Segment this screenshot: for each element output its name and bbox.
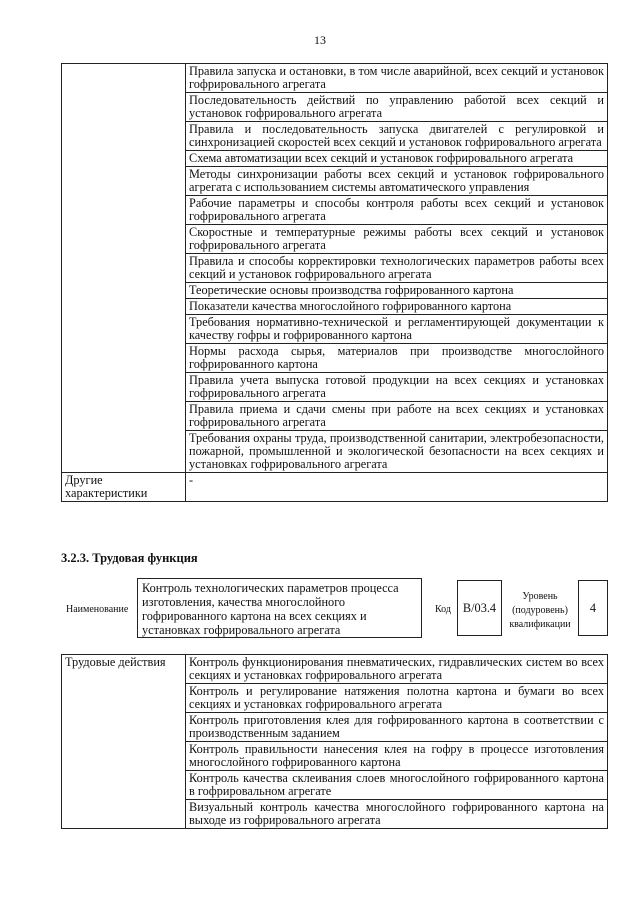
section-heading: 3.2.3. Трудовая функция [61, 551, 198, 565]
table-cell: Визуальный контроль качества многослойного гофрированного картона на выходе из гофрировального агрегата [186, 800, 608, 829]
row-group-label [62, 64, 186, 473]
table-cell: Контроль приготовления клея для гофрированного картона в соответствии с производственным заданием [186, 713, 608, 742]
labor-actions-table [61, 654, 608, 829]
table-cell: Схема автоматизации всех секций и установок гофрировального агрегата [186, 151, 608, 167]
table-cell: Контроль правильности нанесения клея на гофру в процессе изготовления многослойного гофрированного картона [186, 742, 608, 771]
table-row [62, 64, 608, 93]
other-characteristics-value: - [186, 473, 608, 502]
table-cell: Последовательность действий по управлению работой всех секций и установок гофрировального агрегата [186, 93, 608, 122]
row-group-label: Трудовые действия [62, 655, 186, 829]
code-label: Код [435, 604, 451, 615]
table-row [62, 473, 608, 502]
table-cell: Правила приема и сдачи смены при работе на всех секциях и установках гофрировального агрегата [186, 402, 608, 431]
code-box: B/03.4 [457, 580, 502, 636]
function-name-box: Контроль технологических параметров процесса изготовления, качества многослойного гофрированного картона на всех секциях и установках гофрировального агрегата [137, 578, 422, 638]
table-cell: Нормы расхода сырья, материалов при производстве многослойного гофрированного картона [186, 344, 608, 373]
qualification-level-label: Уровень (подуровень) квалификации [509, 591, 571, 630]
name-label: Наименование [66, 604, 129, 615]
table-cell: Правила и последовательность запуска двигателей с регулировкой и синхронизацией скоростей всех секций и установок гофрировального агрегата [186, 122, 608, 151]
table-cell: Правила и способы корректировки технологических параметров работы всех секций и установок гофрировального агрегата [186, 254, 608, 283]
table-cell: Правила запуска и остановки, в том числе аварийной, всех секций и установок гофрировального агрегата [186, 64, 608, 93]
table-cell: Требования охраны труда, производственной санитарии, электробезопасности, пожарной, промышленной и экологической безопасности на всех секциях и установках гофрировального агрегата [186, 431, 608, 473]
table-cell: Рабочие параметры и способы контроля работы всех секций и установок гофрировального агрегата [186, 196, 608, 225]
table-cell: Контроль и регулирование натяжения полотна картона и бумаги во всех секциях и установках гофрировального агрегата [186, 684, 608, 713]
table-cell: Скоростные и температурные режимы работы всех секций и установок гофрировального агрегата [186, 225, 608, 254]
table-cell: Требования нормативно-технической и регламентирующей документации к качеству гофры и гофрированного картона [186, 315, 608, 344]
table-cell: Контроль качества склеивания слоев многослойного гофрированного картона в гофрировальном агрегате [186, 771, 608, 800]
table-row [62, 655, 608, 684]
table-cell: Методы синхронизации работы всех секций и установок гофрировального агрегата с использованием системы автоматического управления [186, 167, 608, 196]
page-number: 13 [314, 33, 326, 47]
table-cell: Контроль функционирования пневматических, гидравлических систем во всех секциях и установках гофрировального агрегата [186, 655, 608, 684]
other-characteristics-label: Другие характеристики [62, 473, 186, 502]
knowledge-table [61, 63, 608, 502]
table-cell: Показатели качества многослойного гофрированного картона [186, 299, 608, 315]
table-cell: Теоретические основы производства гофрированного картона [186, 283, 608, 299]
table-cell: Правила учета выпуска готовой продукции на всех секциях и установках гофрировального агрегата [186, 373, 608, 402]
qualification-level-box: 4 [578, 580, 608, 636]
